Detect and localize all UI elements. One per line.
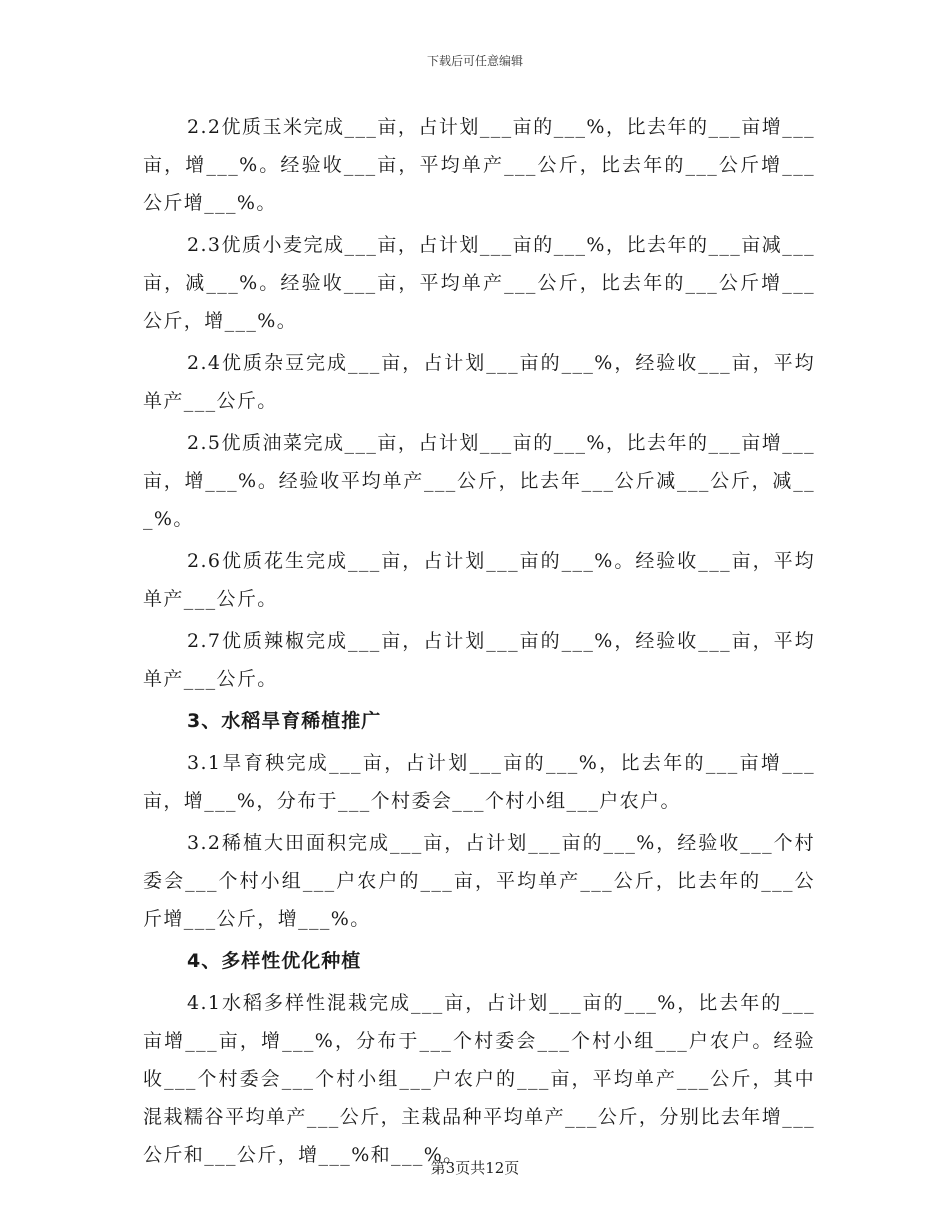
page-header: 下载后可任意编辑: [426, 54, 523, 68]
page-number: 第3页共12页: [430, 1159, 520, 1177]
paragraph-3-2: 3.2稀植大田面积完成___亩，占计划___亩的___%，经验收___个村委会___个村小组___户农户的___亩，平均单产___公斤，比去年的___公斤增___公斤，增___%。: [143, 832, 815, 930]
paragraph-2-3: 2.3优质小麦完成___亩，占计划___亩的___%，比去年的___亩减___亩，减___%。经验收___亩，平均单产___公斤，比去年的___公斤增___公斤，增___%。: [143, 234, 815, 332]
paragraph-2-2: 2.2优质玉米完成___亩，占计划___亩的___%，比去年的___亩增___亩，增___%。经验收___亩，平均单产___公斤，比去年的___公斤增___公斤增___%。: [143, 116, 815, 214]
paragraph-3-1: 3.1旱育秧完成___亩，占计划___亩的___%，比去年的___亩增___亩，增___%，分布于___个村委会___个村小组___户农户。: [143, 752, 815, 812]
paragraph-4-1: 4.1水稻多样性混栽完成___亩，占计划___亩的___%，比去年的___亩增___亩，增___%，分布于___个村委会___个村小组___户农户。经验收___个村委会___个村小组___户农户的___亩，平均单产___公斤，其中混栽糯谷平均单产___公斤，主栽品种平均单产___公斤，分别比去年增___公斤和___公斤，增___%和___%。: [143, 992, 815, 1166]
section-heading-3: 3、水稻旱育稀植推广: [187, 710, 382, 732]
section-heading-4: 4、多样性优化种植: [187, 950, 362, 972]
paragraph-2-6: 2.6优质花生完成___亩，占计划___亩的___%。经验收___亩，平均单产___公斤。: [143, 550, 815, 610]
document-body: [143, 108, 815, 1178]
paragraph-2-7: 2.7优质辣椒完成___亩，占计划___亩的___%，经验收___亩，平均单产___公斤。: [143, 630, 815, 690]
paragraph-2-4: 2.4优质杂豆完成___亩，占计划___亩的___%，经验收___亩，平均单产___公斤。: [143, 352, 815, 412]
paragraph-2-5: 2.5优质油菜完成___亩，占计划___亩的___%，比去年的___亩增___亩，增___%。经验收平均单产___公斤，比去年___公斤减___公斤，减___%。: [143, 432, 815, 530]
